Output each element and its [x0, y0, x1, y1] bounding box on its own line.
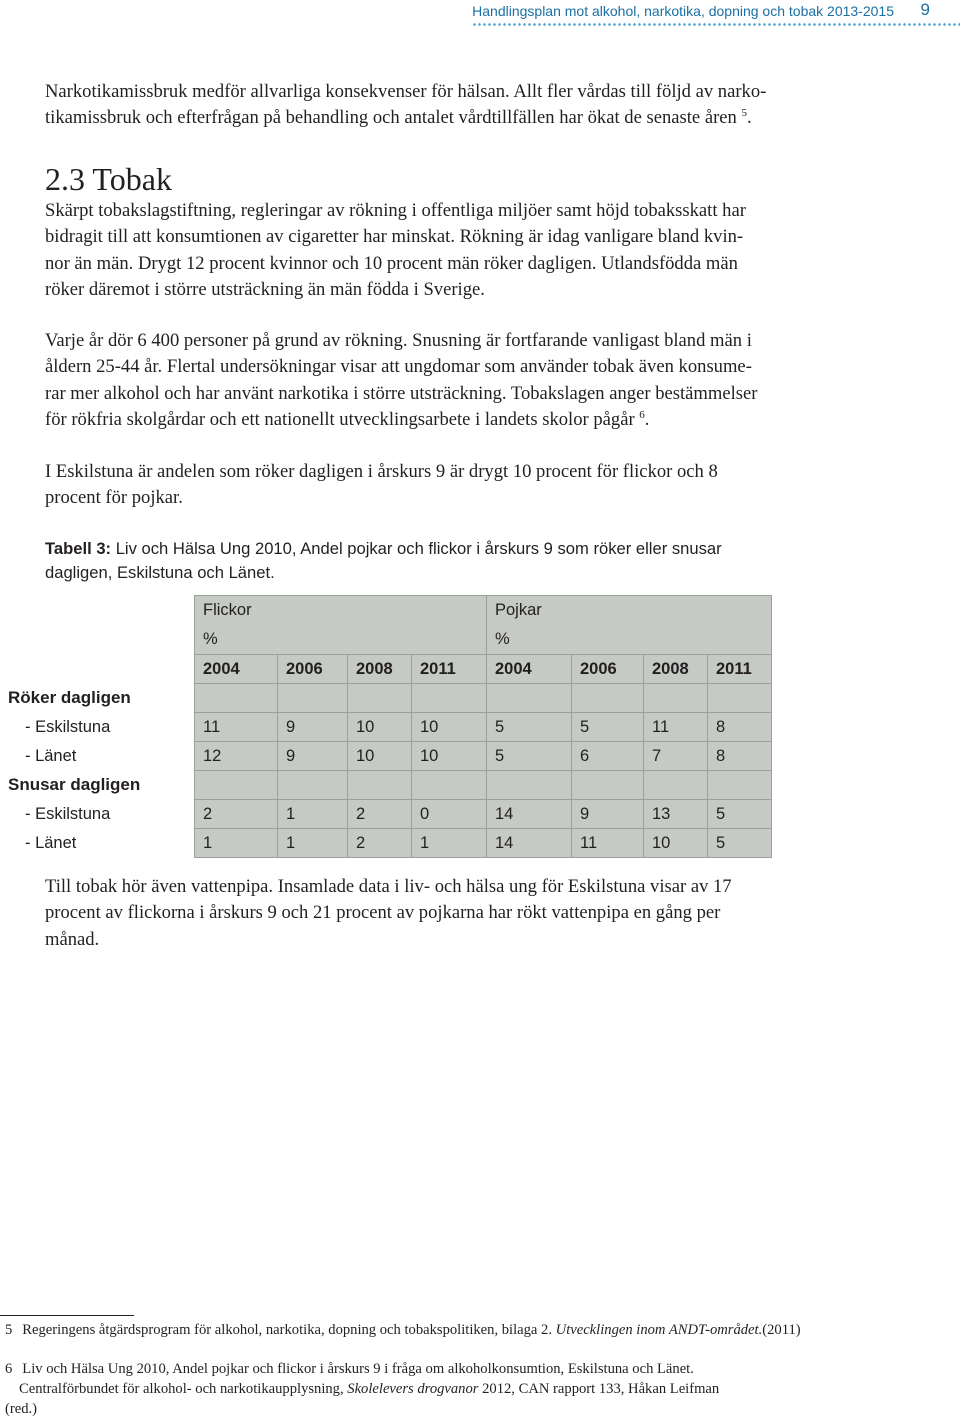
group-header-row — [0, 596, 772, 655]
row-label: - Eskilstuna — [25, 804, 111, 823]
table-cell: 8 — [708, 742, 772, 771]
footnote-rule — [0, 1315, 134, 1316]
table-cell: 13 — [644, 800, 708, 829]
table-caption-lead: Tabell 3: — [45, 539, 112, 558]
smoking-table — [0, 595, 772, 858]
table-caption-rest: Liv och Hälsa Ung 2010, Andel pojkar och flickor i årskurs 9 som röker eller snusar — [111, 539, 722, 558]
p3-line-1: I Eskilstuna är andelen som röker dagligen i årskurs 9 är drygt 10 procent för flickor och 8 — [45, 461, 718, 482]
intro-line-2: tikamissbruk och efterfrågan på behandling och antalet vårdtillfällen har ökat de senaste åren — [45, 107, 737, 129]
footnote-6-line-2a: Centralförbundet för alkohol- och narkotikaupplysning, — [19, 1381, 348, 1397]
dotted-rule — [472, 23, 960, 26]
p2-line-2: åldern 25-44 år. Flertal undersökningar visar att ungdomar som använder tobak även konsume- — [45, 356, 752, 378]
table-cell: 2 — [195, 800, 278, 829]
year-header: 2006 — [278, 655, 348, 684]
table-cell: 6 — [572, 742, 644, 771]
footnote-6-italic: Skolelevers drogvanor — [347, 1381, 479, 1397]
table-cell: 1 — [195, 829, 278, 858]
tobak-paragraph-3 — [45, 459, 865, 512]
p2-line-3: rar mer alkohol och har använt narkotika i större utsträckning. Tobakslagen anger bestämmelser — [45, 382, 758, 404]
table-cell: 5 — [487, 742, 572, 771]
section-row-smoking — [0, 684, 772, 713]
table-row — [0, 800, 772, 829]
year-header: 2004 — [195, 655, 278, 684]
table-cell: 10 — [412, 742, 487, 771]
after-line-1: Till tobak hör även vattenpipa. Insamlade data i liv- och hälsa ung för Eskilstuna visar av 17 — [45, 876, 732, 897]
table-cell: 14 — [487, 829, 572, 858]
table-cell: 8 — [708, 713, 772, 742]
group-boys-unit: % — [495, 630, 510, 648]
table-cell: 11 — [195, 713, 278, 742]
table-cell: 10 — [644, 829, 708, 858]
corner-cell — [0, 596, 195, 655]
p2-end: . — [644, 408, 650, 430]
footnote-6-line-3: (red.) — [5, 1401, 38, 1417]
tobak-paragraph-1 — [45, 198, 865, 303]
page-number: 9 — [920, 0, 930, 19]
section-label-smoking: Röker dagligen — [8, 688, 131, 707]
intro-line-1: Narkotikamissbruk medför allvarliga konsekvenser för hälsan. Allt fler vårdas till följd av narko- — [45, 81, 767, 102]
footnote-5-year: (2011) — [762, 1322, 801, 1338]
table-cell: 5 — [487, 713, 572, 742]
table-cell: 5 — [708, 800, 772, 829]
p1-line-1: Skärpt tobakslagstiftning, regleringar av rökning i offentliga miljöer samt höjd tobaksskatt har — [45, 200, 746, 221]
footnote-ref-6: 6 — [639, 408, 645, 421]
table-cell: 11 — [572, 829, 644, 858]
table-cell: 2 — [348, 800, 412, 829]
footnote-6 — [5, 1359, 905, 1419]
table-row — [0, 713, 772, 742]
row-label: - Länet — [25, 833, 77, 852]
table-row — [0, 829, 772, 858]
table-cell: 11 — [644, 713, 708, 742]
table-cell: 10 — [412, 713, 487, 742]
p2-line-4: för rökfria skolgårdar och ett nationellt utvecklingsarbete i landets skolor pågår — [45, 408, 635, 430]
table-cell: 1 — [412, 829, 487, 858]
section-title: 2.3 Tobak — [45, 161, 172, 197]
group-boys-label: Pojkar — [495, 601, 542, 619]
intro-end: . — [746, 107, 752, 129]
footnote-5-number: 5 — [5, 1322, 13, 1338]
table-cell: 7 — [644, 742, 708, 771]
row-label: - Eskilstuna — [25, 717, 111, 736]
footnote-5-italic: Utvecklingen inom ANDT-området. — [555, 1322, 763, 1338]
table-cell: 5 — [572, 713, 644, 742]
p1-line-2: bidragit till att konsumtionen av cigaretter har minskat. Rökning är idag vanligare bland kvin- — [45, 226, 744, 248]
footnote-6-number: 6 — [5, 1361, 13, 1377]
p2-line-1: Varje år dör 6 400 personer på grund av rökning. Snusning är fortfarande vanligast bland män i — [45, 330, 752, 351]
year-header-row — [0, 655, 772, 684]
p1-line-3: nor än män. Drygt 12 procent kvinnor och 10 procent män röker dagligen. Utlandsfödda män — [45, 252, 738, 274]
running-title: Handlingsplan mot alkohol, narkotika, dopning och tobak 2013-2015 — [472, 3, 894, 19]
table-cell: 10 — [348, 742, 412, 771]
year-header: 2004 — [487, 655, 572, 684]
footnote-5-text: Regeringens åtgärdsprogram för alkohol, narkotika, dopning och tobakspolitiken, bilaga 2. — [22, 1322, 556, 1338]
section-row-snus — [0, 771, 772, 800]
group-girls — [195, 596, 487, 655]
table-cell: 9 — [278, 742, 348, 771]
table-cell: 0 — [412, 800, 487, 829]
table-row — [0, 742, 772, 771]
vattenpipa-paragraph — [45, 874, 865, 953]
year-header: 2011 — [708, 655, 772, 684]
after-line-3: månad. — [45, 928, 100, 950]
table-caption — [45, 537, 835, 585]
footnote-6-line-2b: 2012, CAN rapport 133, Håkan Leifman — [478, 1381, 720, 1397]
group-girls-unit: % — [203, 630, 218, 648]
table-cell: 1 — [278, 800, 348, 829]
table-cell: 5 — [708, 829, 772, 858]
year-header: 2008 — [348, 655, 412, 684]
year-row-label — [0, 655, 195, 684]
table-cell: 10 — [348, 713, 412, 742]
footnote-ref-5: 5 — [741, 107, 747, 120]
row-label: - Länet — [25, 746, 77, 765]
year-header: 2006 — [572, 655, 644, 684]
table-cell: 12 — [195, 742, 278, 771]
table-cell: 1 — [278, 829, 348, 858]
year-header: 2008 — [644, 655, 708, 684]
page-header — [0, 0, 960, 30]
footnote-5 — [5, 1320, 905, 1340]
footnote-6-line-1: Liv och Hälsa Ung 2010, Andel pojkar och flickor i årskurs 9 i fråga om alkoholkonsumtion, Eskilstuna och Länet. — [22, 1361, 694, 1377]
table-caption-line-2: dagligen, Eskilstuna och Länet. — [45, 563, 275, 582]
table-cell: 14 — [487, 800, 572, 829]
intro-paragraph — [45, 79, 865, 132]
p3-line-2: procent för pojkar. — [45, 487, 183, 509]
section-label-snus: Snusar dagligen — [8, 775, 141, 794]
after-line-2: procent av flickorna i årskurs 9 och 21 procent av pojkarna har rökt vattenpipa en gång per — [45, 902, 721, 924]
p1-line-4: röker däremot i större utsträckning än män födda i Sverige. — [45, 278, 485, 300]
table-cell: 9 — [278, 713, 348, 742]
year-header: 2011 — [412, 655, 487, 684]
table-cell: 2 — [348, 829, 412, 858]
group-boys — [487, 596, 772, 655]
tobak-paragraph-2 — [45, 328, 865, 433]
table-cell: 9 — [572, 800, 644, 829]
group-girls-label: Flickor — [203, 601, 252, 619]
